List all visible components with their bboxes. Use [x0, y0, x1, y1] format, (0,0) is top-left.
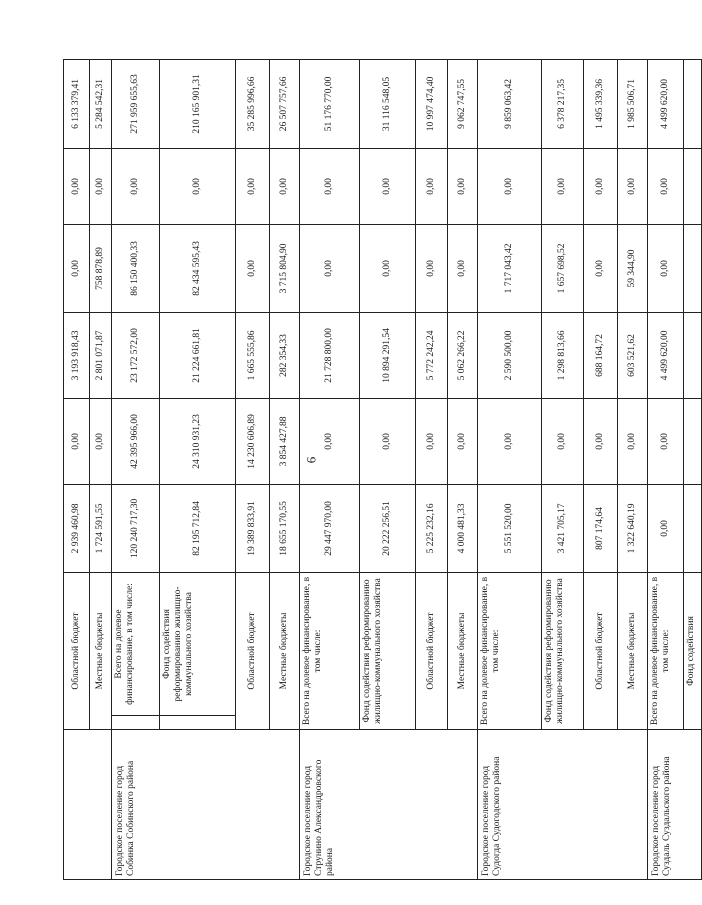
value-cell: [684, 224, 702, 312]
value-cell: 807 174,64: [584, 484, 618, 572]
municipality-name: Городское поселение город Судогда Судогодского района: [478, 730, 648, 880]
value-cell: 0,00: [64, 224, 90, 312]
value-cell: 0,00: [236, 224, 270, 312]
value-cell: 26 507 757,66: [270, 59, 300, 148]
value-cell: 82 434 595,43: [160, 224, 236, 312]
value-cell: 9 859 063,42: [478, 59, 542, 148]
value-cell: [684, 484, 702, 572]
value-cell: 0,00: [160, 148, 236, 224]
value-cell: 3 715 804,90: [270, 224, 300, 312]
value-cell: 0,00: [360, 224, 416, 312]
value-cell: 1 322 640,19: [618, 484, 648, 572]
table-row: [648, 59, 684, 879]
funding-table-sheet: [63, 60, 696, 880]
value-cell: 31 116 548,05: [360, 59, 416, 148]
value-cell: 5 062 266,22: [448, 312, 478, 398]
value-cell: 0,00: [416, 148, 448, 224]
value-cell: 271 959 655,63: [112, 59, 160, 148]
row-label: Всего на долевое финансирование, в том числе:: [300, 572, 360, 729]
row-label: Областной бюджет: [64, 572, 90, 729]
value-cell: 3 193 918,43: [64, 312, 90, 398]
value-cell: 5 772 242,24: [416, 312, 448, 398]
value-cell: 758 878,89: [90, 224, 112, 312]
row-label: Фонд содействия реформированию жилищно-коммунального хозяйства: [542, 572, 584, 729]
value-cell: [684, 59, 702, 148]
row-label: Областной бюджет: [416, 572, 448, 729]
value-cell: 82 195 712,84: [160, 484, 236, 572]
value-cell: 1 298 813,66: [542, 312, 584, 398]
value-cell: 1 724 591,55: [90, 484, 112, 572]
value-cell: 4 000 481,33: [448, 484, 478, 572]
value-cell: 0,00: [90, 398, 112, 484]
value-cell: 0,00: [648, 148, 684, 224]
value-cell: 688 164,72: [584, 312, 618, 398]
value-cell: 0,00: [90, 148, 112, 224]
value-cell: 3 421 705,17: [542, 484, 584, 572]
value-cell: 59 344,90: [618, 224, 648, 312]
value-cell: 0,00: [478, 398, 542, 484]
value-cell: 1 495 339,36: [584, 59, 618, 148]
value-cell: 5 551 520,00: [478, 484, 542, 572]
value-cell: 0,00: [648, 398, 684, 484]
value-cell: 0,00: [448, 148, 478, 224]
page-number: 6: [303, 456, 319, 464]
value-cell: 21 224 661,81: [160, 312, 236, 398]
value-cell: 2 801 071,87: [90, 312, 112, 398]
row-label: Областной бюджет: [236, 572, 270, 729]
value-cell: 18 655 170,55: [270, 484, 300, 572]
table-row: [478, 59, 542, 879]
value-cell: 10 997 474,40: [416, 59, 448, 148]
value-cell: 0,00: [478, 148, 542, 224]
value-cell: 20 222 256,51: [360, 484, 416, 572]
value-cell: [684, 148, 702, 224]
value-cell: 86 150 400,33: [112, 224, 160, 312]
value-cell: 603 521,62: [618, 312, 648, 398]
table-row: [300, 59, 360, 879]
value-cell: 10 894 291,54: [360, 312, 416, 398]
value-cell: 0,00: [300, 398, 360, 484]
value-cell: 24 310 931,23: [160, 398, 236, 484]
value-cell: 23 172 572,00: [112, 312, 160, 398]
value-cell: 0,00: [64, 398, 90, 484]
nested-cell: [112, 716, 160, 730]
row-label: Всего на долевое финансирование, в том числе:: [478, 572, 542, 729]
value-cell: 5 225 232,16: [416, 484, 448, 572]
value-cell: 0,00: [112, 148, 160, 224]
value-cell: 19 389 833,91: [236, 484, 270, 572]
value-cell: 0,00: [360, 398, 416, 484]
row-label: Всего на долевое финансирование, в том числе:: [112, 572, 160, 715]
table-row: [112, 59, 160, 879]
municipality-name: Городское поселение город Собинка Собинского района: [112, 730, 300, 880]
row-label: Всего на долевое финансирование, в том числе:: [648, 572, 684, 729]
value-cell: 3 854 427,88: [270, 398, 300, 484]
value-cell: 0,00: [64, 148, 90, 224]
value-cell: 0,00: [360, 148, 416, 224]
funding-table: [63, 59, 702, 880]
value-cell: 14 230 606,89: [236, 398, 270, 484]
value-cell: 0,00: [416, 224, 448, 312]
value-cell: 210 165 901,31: [160, 59, 236, 148]
row-label: Местные бюджеты: [270, 572, 300, 729]
value-cell: 0,00: [618, 398, 648, 484]
nested-cell: [160, 716, 236, 730]
value-cell: 0,00: [236, 148, 270, 224]
value-cell: 282 354,33: [270, 312, 300, 398]
value-cell: 0,00: [584, 148, 618, 224]
value-cell: 0,00: [648, 484, 684, 572]
value-cell: 51 176 770,00: [300, 59, 360, 148]
value-cell: 0,00: [648, 224, 684, 312]
value-cell: 0,00: [618, 148, 648, 224]
value-cell: 0,00: [584, 398, 618, 484]
value-cell: 2 590 500,00: [478, 312, 542, 398]
table-row: [64, 59, 90, 879]
value-cell: 6 378 217,35: [542, 59, 584, 148]
value-cell: 4 499 620,00: [648, 312, 684, 398]
value-cell: 0,00: [300, 148, 360, 224]
value-cell: 1 717 043,42: [478, 224, 542, 312]
value-cell: 0,00: [584, 224, 618, 312]
value-cell: 0,00: [416, 398, 448, 484]
value-cell: 0,00: [542, 148, 584, 224]
row-label: Фонд содействия реформированию жилищно-коммунального хозяйства: [360, 572, 416, 729]
row-label: Местные бюджеты: [448, 572, 478, 729]
value-cell: 0,00: [300, 224, 360, 312]
municipality-name: Городское поселение город Суздаль Суздальского района: [648, 730, 702, 880]
value-cell: 29 447 970,00: [300, 484, 360, 572]
value-cell: 1 657 698,52: [542, 224, 584, 312]
value-cell: 0,00: [542, 398, 584, 484]
row-label: Местные бюджеты: [618, 572, 648, 729]
value-cell: 120 240 717,30: [112, 484, 160, 572]
row-label: Фонд содействия реформированию жилищно-коммунального хозяйства: [160, 572, 236, 715]
value-cell: 35 285 996,66: [236, 59, 270, 148]
row-label: Местные бюджеты: [90, 572, 112, 729]
value-cell: [684, 398, 702, 484]
value-cell: 42 395 966,00: [112, 398, 160, 484]
row-label: Областной бюджет: [584, 572, 618, 729]
value-cell: 1 665 555,86: [236, 312, 270, 398]
value-cell: 5 284 542,31: [90, 59, 112, 148]
value-cell: 0,00: [448, 398, 478, 484]
value-cell: [684, 312, 702, 398]
value-cell: 0,00: [448, 224, 478, 312]
value-cell: 6 133 379,41: [64, 59, 90, 148]
municipality-name: Городское поселение город Струнино Александровского района: [300, 730, 478, 880]
value-cell: 0,00: [270, 148, 300, 224]
value-cell: 2 939 460,98: [64, 484, 90, 572]
municipality-cell-empty: [64, 730, 112, 880]
value-cell: 1 985 506,71: [618, 59, 648, 148]
value-cell: 4 499 620,00: [648, 59, 684, 148]
value-cell: 9 062 747,55: [448, 59, 478, 148]
row-label: Фонд содействия: [684, 572, 702, 729]
value-cell: 21 728 800,00: [300, 312, 360, 398]
